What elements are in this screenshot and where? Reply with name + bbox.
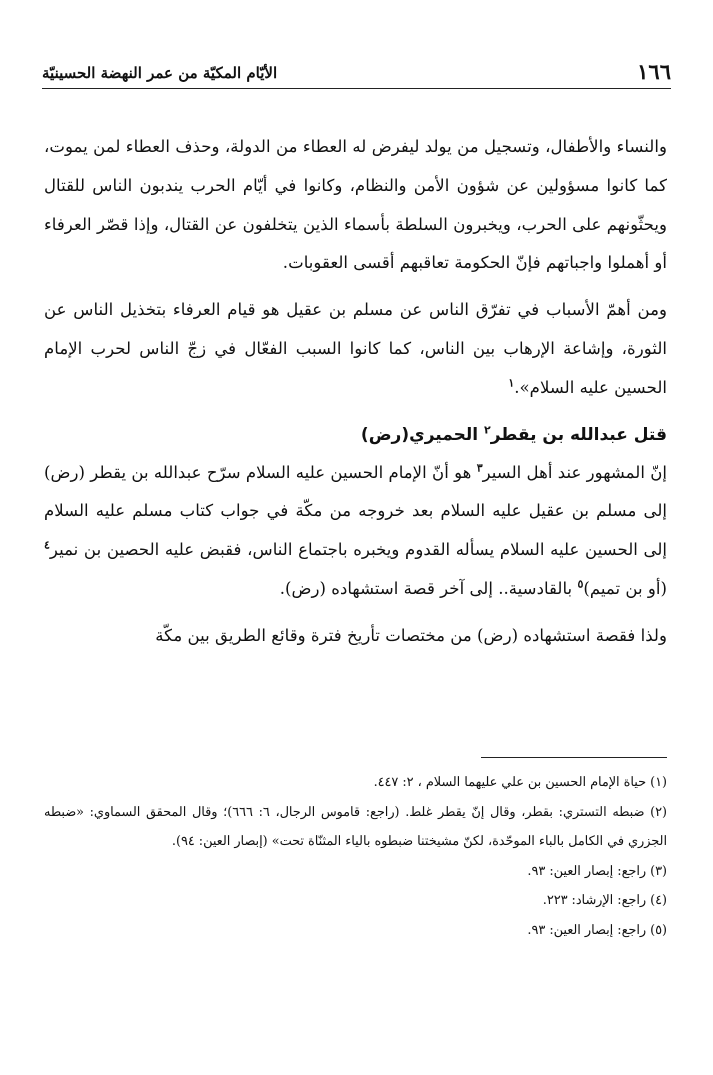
footnote-1: (١) حياة الإمام الحسين بن علي عليهما السلام ، ٢: ٤٤٧. bbox=[373, 775, 667, 790]
footnote-4: (٤) راجع: الإرشاد: ٢٢٣. bbox=[542, 893, 667, 908]
paragraph-3-part-c: (أو بن تميم) bbox=[583, 578, 667, 598]
section-heading-part-1: قتل عبدالله بن يقطر bbox=[490, 424, 667, 445]
footnote-3: (٣) راجع: إبصار العين: ٩٣. bbox=[527, 863, 667, 879]
footnote-ref-5[interactable]: ٥ bbox=[577, 577, 584, 591]
page-number: ١٦٦ bbox=[637, 59, 671, 84]
paragraph-3-part-b: هو أنّ الإمام الحسين عليه السلام سرّح عبدالله بن يقطر (رض) إلى مسلم بن عقيل عليه السلام بعد خروجه من مكّة في جواب كتاب مسلم عليه السلام إلى الحسين عليه السلام يسأله القدوم ويخبره باجتماع الناس، فقبض عليه الحصين بن نمير bbox=[44, 462, 667, 560]
page-header bbox=[42, 58, 671, 89]
running-title: الأيّام المكيّة من عمر النهضة الحسينيّة bbox=[42, 64, 278, 82]
footnote-ref-4[interactable]: ٤ bbox=[44, 538, 50, 552]
section-heading bbox=[44, 416, 667, 454]
footnote-separator bbox=[481, 757, 667, 758]
main-text bbox=[44, 128, 667, 656]
footnote-ref-2[interactable]: ٢ bbox=[484, 422, 491, 436]
footnote-ref-1[interactable]: ١ bbox=[508, 376, 515, 390]
footnotes bbox=[44, 768, 667, 945]
section-heading-part-2: الحميري(رض) bbox=[360, 424, 484, 445]
paragraph-4: ولذا فقصة استشهاده (رض) من مختصات تأريخ فترة وقائع الطريق بين مكّة bbox=[155, 625, 667, 645]
paragraph-2-text: ومن أهمّ الأسباب في تفرّق الناس عن مسلم بن عقيل هو قيام العرفاء بتخذيل الناس عن الثورة، وإشاعة الإرهاب بين الناس، كما كانوا السبب الفعّال في زجّ الناس لحرب الإمام الحسين عليه السلام». bbox=[44, 300, 667, 397]
paragraph-3-part-a: إنّ المشهور عند أهل السير bbox=[482, 462, 667, 482]
paragraph-3 bbox=[44, 454, 667, 609]
paragraph-3-part-d: بالقادسية.. إلى آخر قصة استشهاده (رض). bbox=[279, 578, 578, 598]
paragraph-1: والنساء والأطفال، وتسجيل من يولد ليفرض له العطاء من الدولة، وحذف العطاء لمن يموت، كما كانوا مسؤولين عن شؤون الأمن والنظام، وكانوا في أيّام الحرب يندبون الناس للقتال ويحثّونهم على الحرب، ويخبرون السلطة بأسماء الذين يتخلفون عن القتال، وإذا قصّر العرفاء أو أهملوا واجباتهم فإنّ الحكومة تعاقبهم أقسى العقوبات. bbox=[44, 137, 667, 273]
paragraph-2 bbox=[44, 291, 667, 407]
footnote-ref-3[interactable]: ٣ bbox=[476, 461, 483, 475]
footnote-2: (٢) ضبطه التستري: بقطر، وقال إنّ يقطر غلط. (راجع: قاموس الرجال، ٦: ٦٦٦)؛ وقال المحقق السماوي: «ضبطه الجزري في الكامل بالباء الموحّدة، لكنّ مشيختنا ضبطوه بالياء المثنّاة تحت» (إبصار العين: ٩٤). bbox=[44, 804, 667, 849]
footnote-5: (٥) راجع: إبصار العين: ٩٣. bbox=[527, 922, 667, 938]
